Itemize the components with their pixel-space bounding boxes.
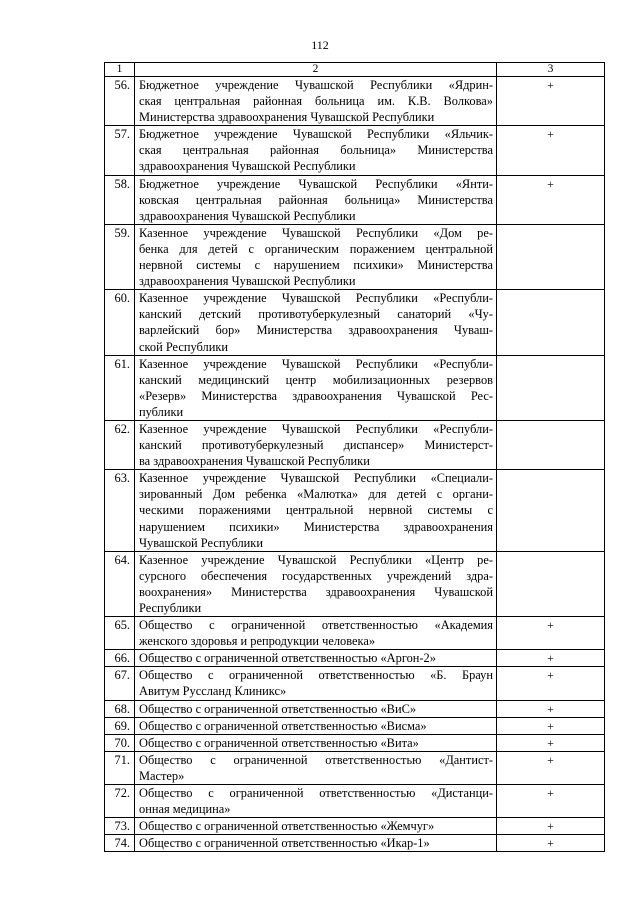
organization-name-line: Общество с ограниченной ответственностью «Дантист- [139,752,493,767]
organization-name-line: Бюджетное учреждение Чувашской Республики «Янти- [139,176,493,191]
organization-name [135,126,497,175]
mark-cell: + [497,650,605,667]
row-number: 63. [105,470,135,551]
mark-cell: + [497,734,605,751]
organization-name-line: нервной системы с нарушением психики» Министерства [139,258,493,273]
organization-name-line: Казенное учреждение Чувашской Республики «Дом ре- [139,225,493,240]
organizations-table [104,62,605,852]
table-row [105,650,605,667]
mark-cell: + [497,77,605,126]
row-number: 66. [105,650,135,667]
organization-name-line: Чувашской Республики [139,535,263,550]
organization-name [135,700,497,717]
organization-name [135,717,497,734]
column-header-number: 1 [105,63,135,77]
organization-name [135,290,497,355]
organization-name-line: сурсного обеспечения государственных учреждений здра- [139,568,493,583]
table-row [105,667,605,700]
mark-cell: + [497,126,605,175]
column-header-mark: 3 [497,63,605,77]
organization-name [135,835,497,852]
row-number: 68. [105,700,135,717]
mark-cell: + [497,818,605,835]
organization-name [135,785,497,818]
row-number: 71. [105,751,135,784]
table-row [105,617,605,650]
mark-cell: + [497,835,605,852]
organization-name-line: женского здоровья и репродукции человека» [139,634,376,649]
mark-cell: + [497,617,605,650]
row-number: 72. [105,785,135,818]
organization-name-line: здравоохранения Чувашской Республики [139,159,356,174]
organization-name-line: Общество с ограниченной ответственностью «Икар-1» [139,836,430,851]
organization-name-line: бенка для детей с органическим поражением центральной [139,241,493,256]
table-row [105,700,605,717]
organization-name-line: варлейский бор» Министерства здравоохранения Чуваш- [139,323,493,338]
organization-name [135,355,497,420]
organization-name [135,470,497,551]
mark-cell [497,470,605,551]
organization-name-line: канский детский противотуберкулезный санаторий «Чу- [139,307,493,322]
mark-cell: + [497,667,605,700]
row-number: 73. [105,818,135,835]
row-number: 57. [105,126,135,175]
row-number: 56. [105,77,135,126]
organization-name-line: Казенное учреждение Чувашской Республики «Республи- [139,356,493,371]
mark-cell [497,290,605,355]
mark-cell [497,420,605,469]
organization-name-line: ва здравоохранения Чувашской Республики [139,454,370,469]
page-number: 112 [311,38,329,52]
table-row [105,126,605,175]
table-row [105,751,605,784]
organization-name [135,818,497,835]
table-row [105,551,605,616]
row-number: 64. [105,551,135,616]
organization-name [135,650,497,667]
organization-name-line: Республики [139,601,202,615]
organization-name-line: онная медицина» [139,802,231,817]
mark-cell: + [497,175,605,224]
organization-name [135,77,497,126]
row-number: 62. [105,420,135,469]
table-row [105,290,605,355]
organization-name-line: ческими поражениями центральной нервной системы с [139,503,493,518]
mark-cell: + [497,751,605,784]
organization-name-line: ская центральная районная больница им. К.В. Волкова» [139,94,493,109]
organization-name-line: Общество с ограниченной ответственностью «Аргон-2» [139,651,436,666]
organization-name-line: Бюджетное учреждение Чувашской Республики «Ядрин- [139,78,493,92]
organization-name-line: здравоохранения Чувашской Республики [139,208,356,223]
table-row [105,818,605,835]
row-number: 59. [105,224,135,289]
organization-name-line: ская центральная районная больница» Министерства [139,143,493,158]
row-number: 67. [105,667,135,700]
organization-name-line: Общество с ограниченной ответственностью «Дистанци- [139,786,493,801]
organization-name-line: Министерства здравоохранения Чувашской Республики [139,110,435,125]
table-header-row [105,63,605,77]
organization-name-line: Казенное учреждение Чувашской Республики «Центр ре- [139,552,493,567]
mark-cell [497,224,605,289]
organization-name-line: нарушением психики» Министерства здравоохранения [139,519,493,534]
organization-name-line: здравоохранения Чувашской Республики [139,274,356,289]
table-row [105,77,605,126]
organization-name-line: канский медицинский центр мобилизационных резервов [139,372,493,387]
mark-cell: + [497,717,605,734]
table-row [105,734,605,751]
table-row [105,224,605,289]
row-number: 70. [105,734,135,751]
table-row [105,355,605,420]
table-row [105,785,605,818]
mark-cell [497,551,605,616]
mark-cell [497,355,605,420]
table-row [105,835,605,852]
organization-name-line: Авитум Руссланд Клиникс» [139,684,287,699]
table-row [105,717,605,734]
organization-name-line: Общество с ограниченной ответственностью «ВиС» [139,701,417,716]
organization-name-line: Казенное учреждение Чувашской Республики «Республи- [139,291,493,306]
organization-name [135,224,497,289]
table-row [105,175,605,224]
organization-name-line: ской Республики [139,339,228,354]
organization-name [135,667,497,700]
organization-name-line: Казенное учреждение Чувашской Республики «Специали- [139,471,493,486]
row-number: 60. [105,290,135,355]
row-number: 74. [105,835,135,852]
organization-name-line: Общество с ограниченной ответственностью «Б. Браун [139,668,493,683]
organization-name-line: Мастер» [139,768,185,783]
table-row [105,470,605,551]
organization-name [135,551,497,616]
column-header-name: 2 [135,63,497,77]
organization-name-line: Бюджетное учреждение Чувашской Республики «Яльчик- [139,127,493,142]
row-number: 69. [105,717,135,734]
organization-name-line: «Резерв» Министерства здравоохранения Чувашской Рес- [139,388,493,403]
organization-name [135,420,497,469]
organization-name-line: Общество с ограниченной ответственностью «Висма» [139,718,427,733]
row-number: 61. [105,355,135,420]
organization-name-line: публики [139,404,184,419]
organization-name-line: канский противотуберкулезный диспансер» Министерст- [139,438,493,453]
organization-name [135,617,497,650]
organization-name [135,175,497,224]
organization-name-line: Общество с ограниченной ответственностью «Вита» [139,735,419,750]
organization-name-line: Общество с ограниченной ответственностью «Академия [139,618,493,633]
mark-cell: + [497,785,605,818]
organization-name [135,751,497,784]
organization-name-line: ковская центральная районная больница» Министерства [139,192,493,207]
table-row [105,420,605,469]
organization-name-line: Казенное учреждение Чувашской Республики «Республи- [139,421,493,436]
organization-name [135,734,497,751]
row-number: 58. [105,175,135,224]
mark-cell: + [497,700,605,717]
organization-name-line: воохранения» Министерства здравоохранения Чувашской [139,584,493,599]
organization-name-line: зированный Дом ребенка «Малютка» для детей с органи- [139,487,493,502]
row-number: 65. [105,617,135,650]
table-body [105,77,605,852]
organization-name-line: Общество с ограниченной ответственностью «Жемчуг» [139,819,435,834]
